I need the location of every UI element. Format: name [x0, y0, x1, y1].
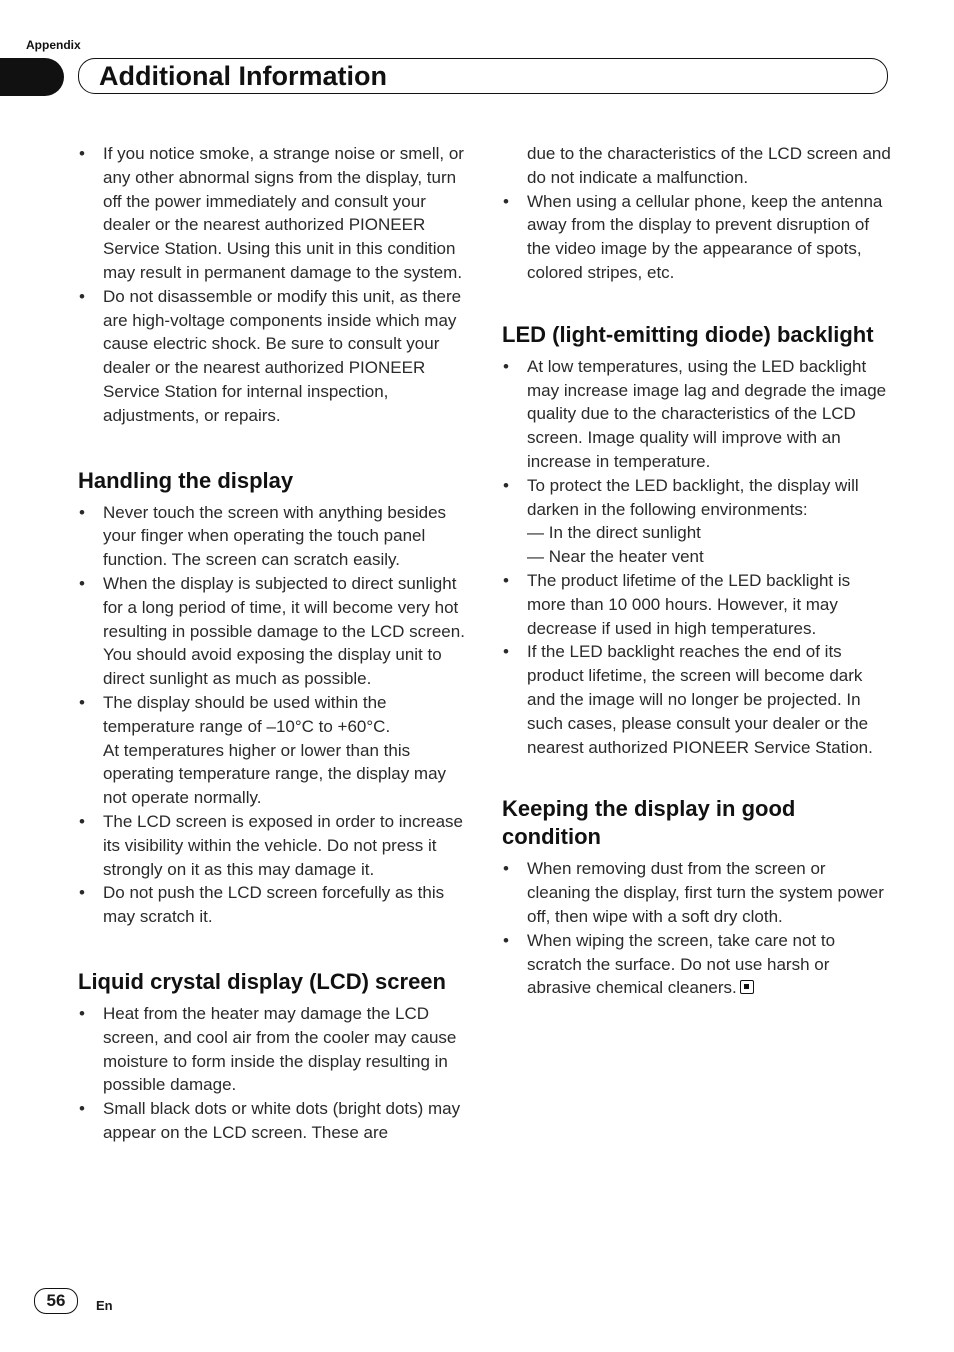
heading-lcd-screen: Liquid crystal display (LCD) screen: [78, 968, 446, 994]
list-item: • When removing dust from the screen or cleaning the display, first turn the system power off, then wipe with a soft dry cloth.: [503, 859, 884, 926]
list-item: • Small black dots or white dots (bright dots) may appear on the LCD screen. These are: [79, 1099, 461, 1142]
list-item: • At low temperatures, using the LED backlight may increase image lag and degrade the image quality due to the characteristics of the LCD screen. Image quality will improve with an increase in temperature.: [503, 356, 887, 471]
list-item: • When using a cellular phone, keep the antenna away from the display to prevent disruption of the video image by the appearance of spots, colored stripes, etc.: [503, 191, 883, 282]
list-item: • When the display is subjected to direct sunlight for a long period of time, it will become very hot resulting in possible damage to the LCD screen. You should avoid exposing the display unit to direct sunlight as much as possible.: [79, 573, 465, 689]
heading-keeping-display: Keeping the display in good condition: [502, 796, 796, 850]
list-item: • To protect the LED backlight, the display will darken in the following environments: — In the direct sunlight — Near the heater vent: [502, 474, 892, 569]
heading-led-backlight: LED (light-emitting diode) backlight: [502, 321, 874, 347]
list-item-continuation: At temperatures higher or lower than this operating temperature range, the display may not operate normally.: [103, 740, 447, 808]
list-item: • The LCD screen is exposed in order to increase its visibility within the vehicle. Do not press it strongly on it as this may damage it.: [79, 811, 464, 879]
end-of-section-icon: [740, 980, 754, 994]
language-label: En: [96, 1298, 113, 1313]
list-item-continuation: due to the characteristics of the LCD screen and do not indicate a malfunction.: [527, 144, 891, 187]
list-item: • Heat from the heater may damage the LCD screen, and cool air from the cooler may cause moisture to form inside the display resulting in possible damage.: [79, 1003, 457, 1095]
list-item: • Do not push the LCD screen forcefully as this may scratch it.: [79, 883, 445, 927]
section-tab: [0, 58, 64, 96]
list-item: • The product lifetime of the LED backlight is more than 10 000 hours. However, it may decrease if used in high temperatures.: [503, 570, 851, 638]
lcd-list: [78, 1002, 466, 1145]
list-item: • Do not disassemble or modify this unit, as there are high-voltage components inside which may cause electric shock. Be sure to consult your dealer or the nearest authorized PIONEER Service Station for internal inspection, adjustments, or repairs.: [79, 286, 462, 425]
list-item: • The display should be used within the temperature range of –10°C to +60°C. At temperatures higher or lower than this operating temperature range, the display may not operate normally.: [78, 691, 466, 810]
lcd-list-continued: [502, 142, 892, 285]
section-label: Appendix: [26, 38, 81, 52]
list-item: • When wiping the screen, take care not to scratch the surface. Do not use harsh or abrasive chemical cleaners.: [503, 930, 836, 998]
keeping-list: [502, 857, 892, 1000]
intro-list: [78, 142, 466, 428]
left-column: [78, 142, 466, 1145]
list-item: • If you notice smoke, a strange noise or smell, or any other abnormal signs from the display, turn off the power immediately and consult your dealer or the nearest authorized PIONEER Service Station. Using this unit in this condition may result in permanent damage to the system.: [79, 144, 464, 282]
env-item: — In the direct sunlight: [527, 523, 701, 543]
page-number: 56: [34, 1288, 78, 1314]
handling-list: [78, 501, 466, 929]
page-title-frame: [78, 58, 888, 94]
right-column: [502, 142, 892, 1000]
heading-handling-the-display: Handling the display: [78, 467, 294, 493]
page-title: Additional Information: [99, 61, 387, 91]
list-item: • Never touch the screen with anything besides your finger when operating the touch panel function. The screen can scratch easily.: [79, 502, 447, 570]
env-item: — Near the heater vent: [527, 547, 704, 567]
list-item: • If the LED backlight reaches the end of its product lifetime, the screen will become dark and the image will no longer be projected. In such cases, please consult your dealer or the nearest authorized PIONEER Service Station.: [503, 642, 873, 757]
led-list: [502, 355, 892, 760]
